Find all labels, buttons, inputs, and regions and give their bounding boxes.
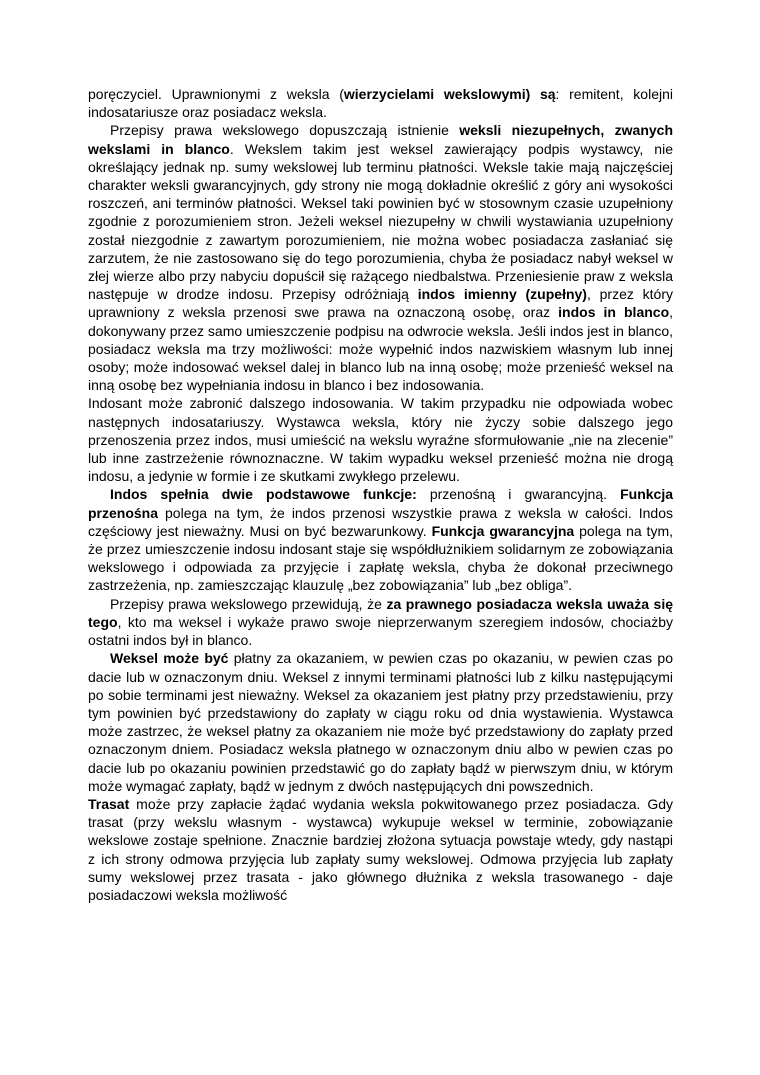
bold-text-run: Funkcja gwarancyjna [431,522,575,539]
text-run: polega na tym, że przez umieszczenie indosu indosant staje się współdłużnikiem solidarnym ze zobowiązania wekslowego i odpowiada za przyjęcie i zapłatę weksla, chyba że dokonał przeciwnego zastrzeżenia, np. zamieszczając klauzulę „bez zobowiązania” lub „bez obliga”. [88,522,673,594]
bold-text-run: Indos spełnia dwie podstawowe funkcje: [110,486,417,503]
text-run: , kto ma weksel i wykaże prawo swoje nieprzerwanym szeregiem indosów, chociażby ostatni indos był in blanco. [88,613,673,649]
document-body [88,85,673,904]
bold-text-run: Funkcja przenośna [88,486,673,521]
text-run: , dokonywany przez samo umieszczenie podpisu na odwrocie weksla. Jeśli indos jest in blanco, posiadacz weksla ma trzy możliwości: może wypełnić indos nazwiskiem własnym lub innej osoby; może indosować weksel dalej in blanco lub na inną osobę; może przenieść weksel na inną osobę bez wypełniania indosu in blanco i bez indosowania. [88,304,674,394]
text-run: : remitent, kolejni indosatariusze oraz posiadacz weksla. [88,86,673,121]
paragraph [88,121,673,394]
bold-text-run: za prawnego posiadacza weksla uważa się tego [88,595,673,630]
text-run: Przepisy prawa wekslowego dopuszczają istnienie [110,122,460,139]
bold-text-run: indos imienny (zupełny) [417,286,587,303]
paragraph [88,649,673,795]
text-run: poręczyciel. Uprawnionymi z weksla ( [88,86,344,102]
paragraph [88,394,673,485]
text-run: Przepisy prawa wekslowego przewidują, że [110,595,387,612]
text-run: może przy zapłacie żądać wydania weksla pokwitowanego przez posiadacza. Gdy trasat (przy wekslu własnym - wystawca) wykupuje weksel w terminie, zobowiązanie wekslowe zostaje spełnione. Znacznie bardziej złożona sytuacja powstaje wtedy, gdy nastąpi z ich strony odmowa przyjęcia lub zapłaty sumy wekslowej. Odmowa przyjęcia lub zapłaty sumy wekslowej przez trasata - jako głównego dłużnika z weksla trasowanego - daje posiadaczowi weksla możliwość [88,795,673,903]
bold-text-run: Trasat [88,795,130,812]
text-run: . Wekslem takim jest weksel zawierający podpis wystawcy, nie określający jednak np. sumy wekslowej lub terminu płatności. Weksle takie mają najczęściej charakter weksli gwarancyjnych, gdy strony nie mogą dokładnie określić z góry ani wysokości roszczeń, ani terminów płatności. Weksel taki powinien być w stosownym czasie uzupełniony zgodnie z porozumieniem stron. Jeżeli weksel niezupełny w chwili wystawiania uzupełniony został niezgodnie z zawartym porozumieniem, nie można wobec posiadacza zasłaniać się zarzutem, że nie zastosowano się do tego porozumienia, chyba że posiadacz nabył weksel w złej wierze albo przy nabyciu dopuścił się rażącego niedbalstwa. Przeniesienie praw z weksla następuje w drodze indosu. Przepisy odróżniają [88,140,673,303]
text-run: polega na tym, że indos przenosi wszystkie prawa z weksla w całości. Indos częściowy jest nieważny. Musi on być bezwarunkowy. [88,504,673,539]
bold-text-run: wierzycielami wekslowymi) są [343,86,556,102]
text-run: przenośną i gwarancyjną. [416,486,621,503]
paragraph [88,595,673,650]
bold-text-run: indos in blanco [558,304,670,321]
paragraph [88,85,673,121]
paragraph [88,795,673,904]
text-run: Indosant może zabronić dalszego indosowania. W takim przypadku nie odpowiada wobec następnych indosatariuszy. Wystawca weksla, który nie życzy sobie dalszego jego przenoszenia przez indos, musi umieścić na wekslu wyraźne sformułowanie „nie na zlecenie” lub inne zastrzeżenie równoznaczne. W takim wypadku weksel przenieść można nie drogą indosu, a jedynie w formie i ze skutkami zwykłego przelewu. [88,395,673,485]
text-run: , przez który uprawniony z weksla przenosi swe prawa na oznaczoną osobę, oraz [88,286,673,321]
bold-text-run: Weksel może być [110,650,229,667]
paragraph [88,485,673,594]
bold-text-run: weksli niezupełnych, zwanych wekslami in blanco [88,122,673,157]
text-run: płatny za okazaniem, w pewien czas po okazaniu, w pewien czas po dacie lub w oznaczonym dniu. Weksel z innymi terminami płatności lub z kilku następującymi po sobie terminami jest nieważny. Weksel za okazaniem jest płatny przy przedstawieniu, przy tym powinien być przedstawiony do zapłaty w ciągu roku od dnia wystawienia. Wystawca może zastrzec, że weksel płatny za okazaniem nie może być przedstawiony do zapłaty przed oznaczonym dniem. Posiadacz weksla płatnego w oznaczonym dniu albo w pewien czas po dacie lub po okazaniu powinien przedstawić go do zapłaty bądź w pierwszym dniu, w którym może wymagać zapłaty, bądź w jednym z dwóch następujących dni powszednich. [88,650,674,794]
